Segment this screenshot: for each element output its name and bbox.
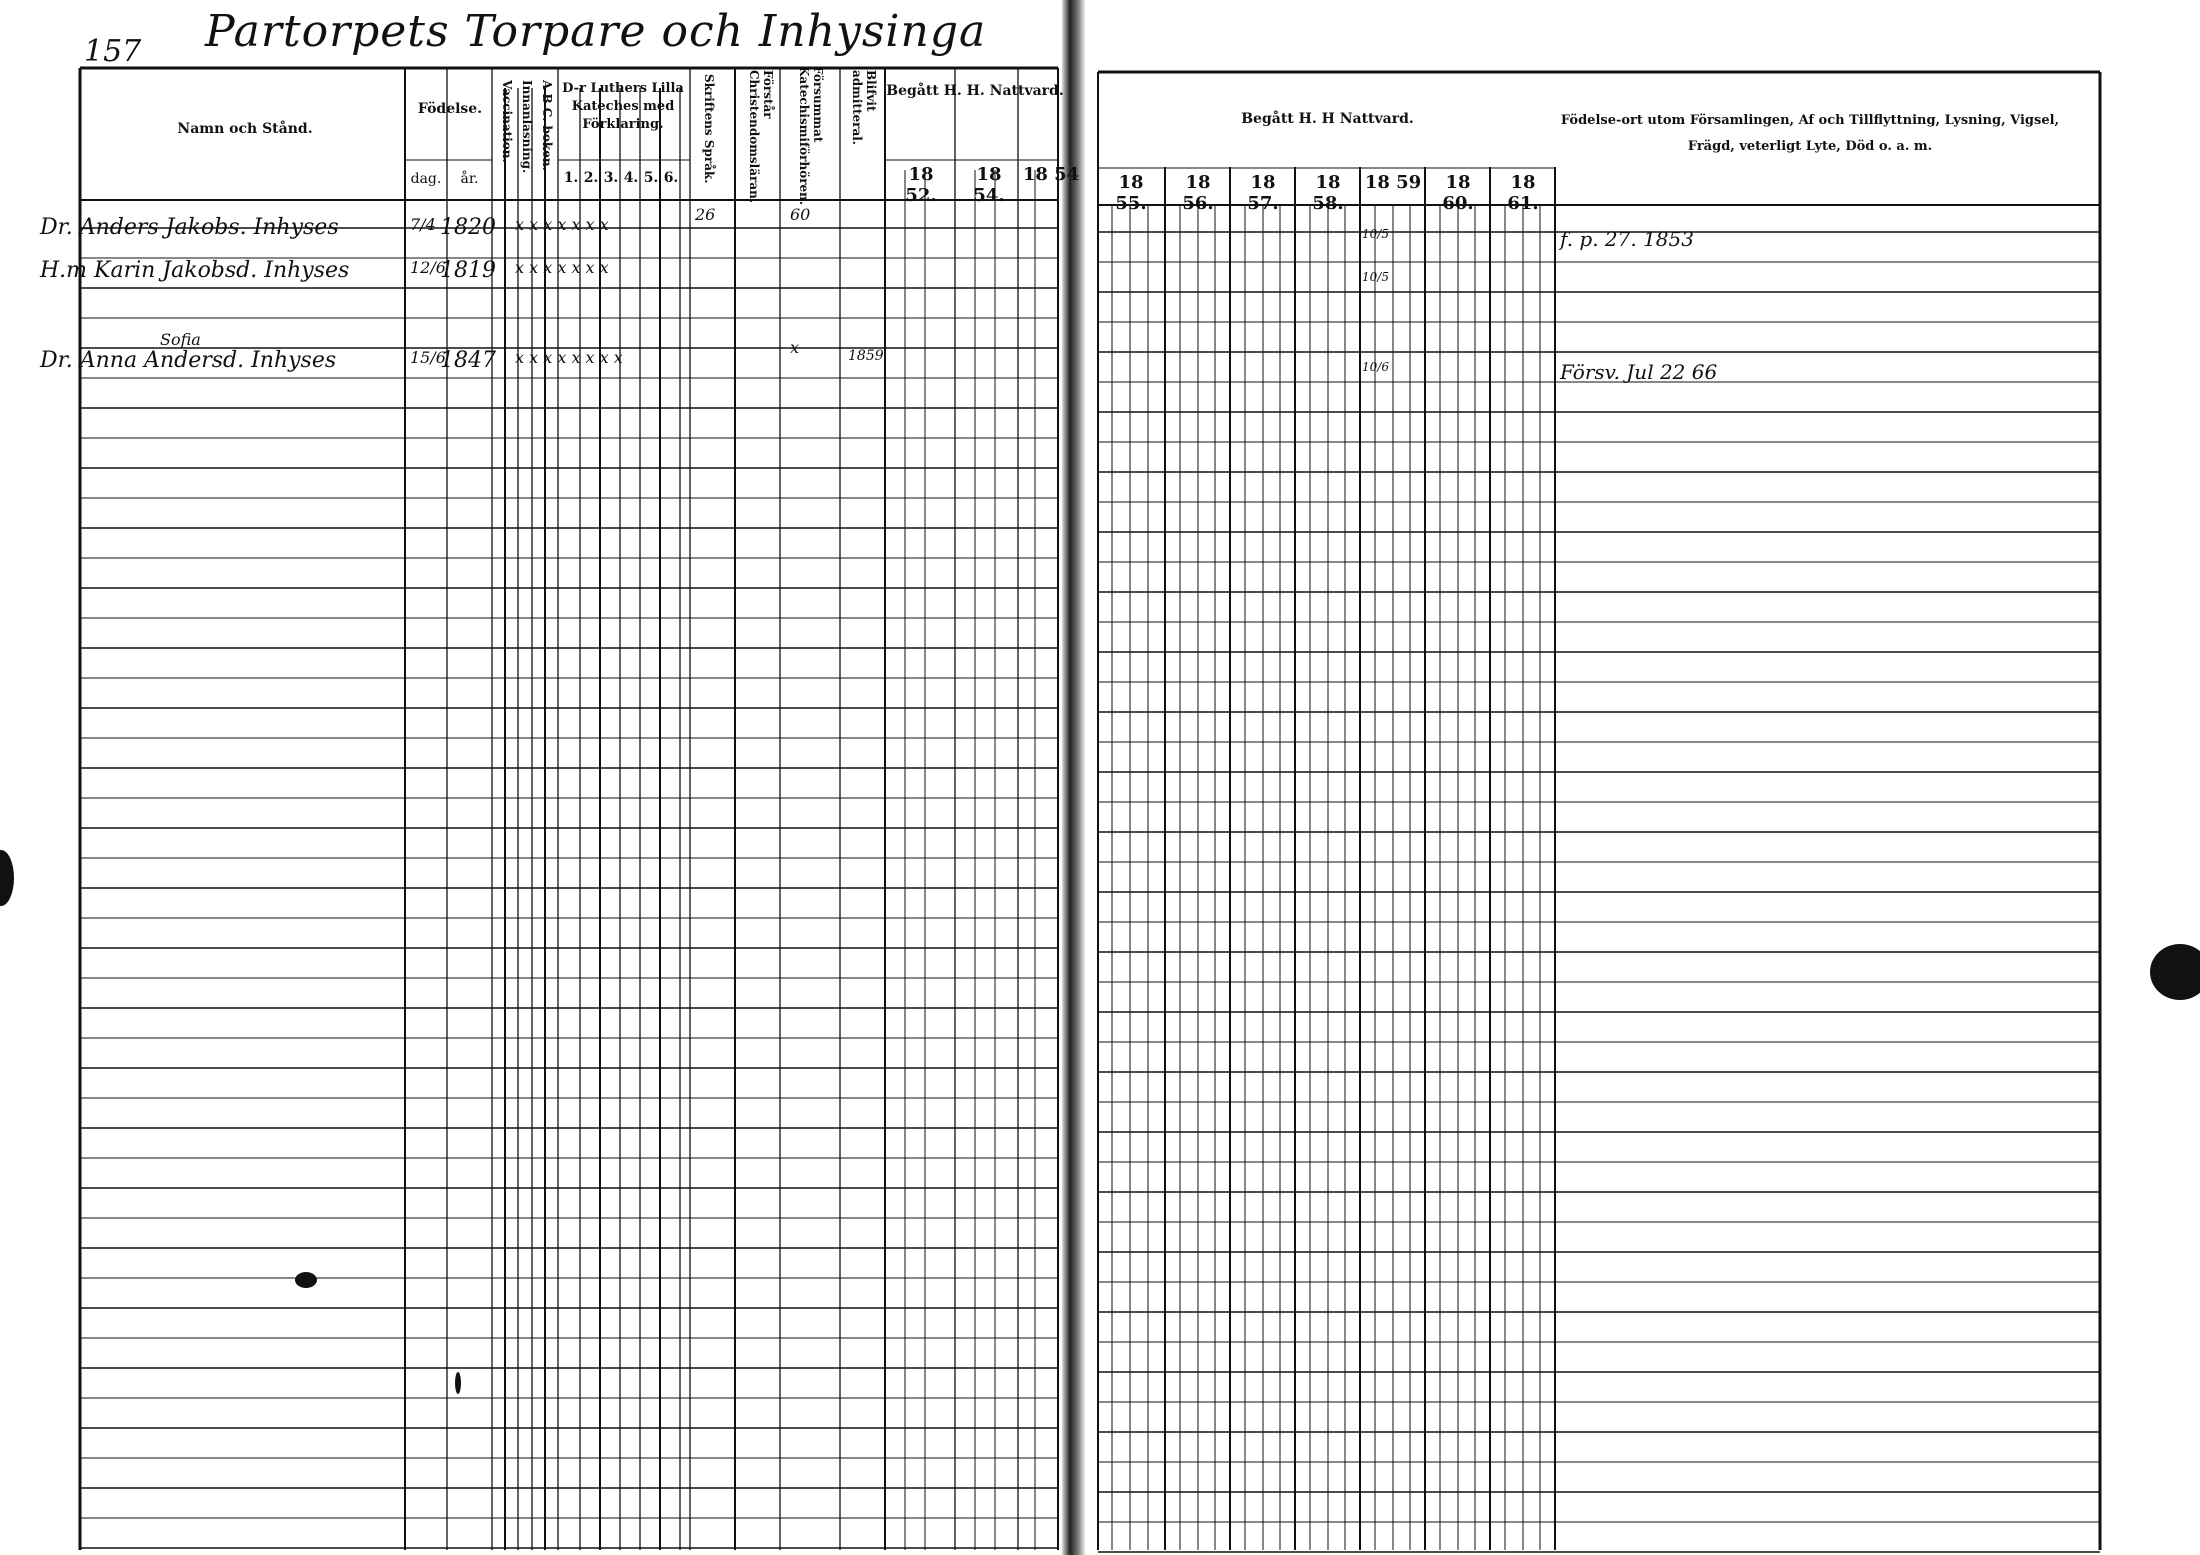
entry-name: Dr. Anna Andersd. Inhyses — [40, 348, 337, 373]
catechism-part-1: 1. — [563, 170, 579, 186]
page-title: Partorpets Torpare och Inhysinga — [205, 6, 987, 57]
entry-name-addition: Sofia — [160, 330, 201, 349]
entry-marks: x x x x x x x — [515, 258, 609, 277]
year-header-right-1: 18 56. — [1182, 172, 1214, 214]
header-birth: Födelse. — [417, 101, 483, 117]
book-gutter — [1062, 0, 1086, 1555]
entry-birth-day: 15/6 — [410, 348, 446, 367]
entry-1859-note: 10/5 — [1362, 227, 1389, 241]
header-communion-left: Begått H. H. Nattvard. — [886, 83, 1064, 99]
entry-birth-year: 1820 — [440, 215, 496, 240]
catechism-part-2: 2. — [583, 170, 599, 186]
catechism-part-5: 5. — [643, 170, 659, 186]
catechism-part-3: 3. — [603, 170, 619, 186]
entry-birth-day: 12/6 — [410, 258, 446, 277]
catechism-part-6: 6. — [663, 170, 679, 186]
year-header-left-2: 18 54 — [1022, 164, 1080, 185]
header-reading: Innanläsning. — [520, 80, 534, 174]
header-communion-right: Begått H. H Nattvard. — [1241, 111, 1414, 127]
entry-marks: x x x x x x x x — [515, 348, 623, 367]
entry-birth-year: 1847 — [440, 348, 496, 373]
header-scripture: Skriftens Språk. — [702, 74, 716, 184]
year-header-right-0: 18 55. — [1115, 172, 1147, 214]
year-header-right-5: 18 60. — [1442, 172, 1474, 214]
entry-1859-note: 10/6 — [1362, 360, 1389, 374]
year-header-left-1: 18 54. — [973, 164, 1005, 206]
entry-catechism-exam: x — [790, 338, 800, 357]
entry-admitted: 1859 — [848, 348, 884, 364]
year-header-right-4: 18 59 — [1364, 172, 1422, 193]
ink-smudge — [295, 1272, 317, 1288]
entry-remark: Försv. Jul 22 66 — [1560, 360, 1718, 384]
header-catechism-exam: Försummat Katechismiförhören. — [797, 66, 825, 206]
entry-scripture: 26 — [695, 205, 716, 224]
header-vaccination: Vaccination. — [500, 80, 514, 163]
header-birth-day: dag. — [410, 171, 442, 187]
entry-birth-day: 7/4 — [410, 215, 436, 234]
entry-catechism-exam: 60 — [790, 205, 811, 224]
header-birth-year: år. — [460, 171, 479, 187]
page-number: 157 — [84, 34, 142, 69]
entry-remark: f. p. 27. 1853 — [1560, 227, 1694, 251]
entry-birth-year: 1819 — [440, 258, 496, 283]
year-header-right-2: 18 57. — [1247, 172, 1279, 214]
header-remarks: Födelse-ort utom Församlingen, Af och Tillflyttning, Lysning, Vigsel, Frägd, veterligt Lyte, Död o. a. m. — [1560, 113, 2060, 154]
header-abc: A B C. boken. — [540, 80, 554, 171]
header-name: Namn och Stånd. — [177, 121, 313, 137]
entry-name: Dr. Anders Jakobs. Inhyses — [40, 215, 339, 240]
entry-name: H.m Karin Jakobsd. Inhyses — [40, 258, 350, 283]
year-header-left-0: 18 52. — [905, 164, 937, 206]
entry-marks: x x x x x x x — [515, 215, 609, 234]
year-header-right-6: 18 61. — [1507, 172, 1539, 214]
catechism-part-4: 4. — [623, 170, 639, 186]
header-catechism: D-r Luthers Lilla Kateches med Förklaring. — [562, 81, 684, 132]
entry-1859-note: 10/5 — [1362, 270, 1389, 284]
ink-smudge — [455, 1372, 461, 1394]
header-admitted: Blifvit admitteral. — [850, 70, 878, 145]
header-christianity: Förstår Christendomsläran. — [747, 70, 775, 203]
year-header-right-3: 18 58. — [1312, 172, 1344, 214]
